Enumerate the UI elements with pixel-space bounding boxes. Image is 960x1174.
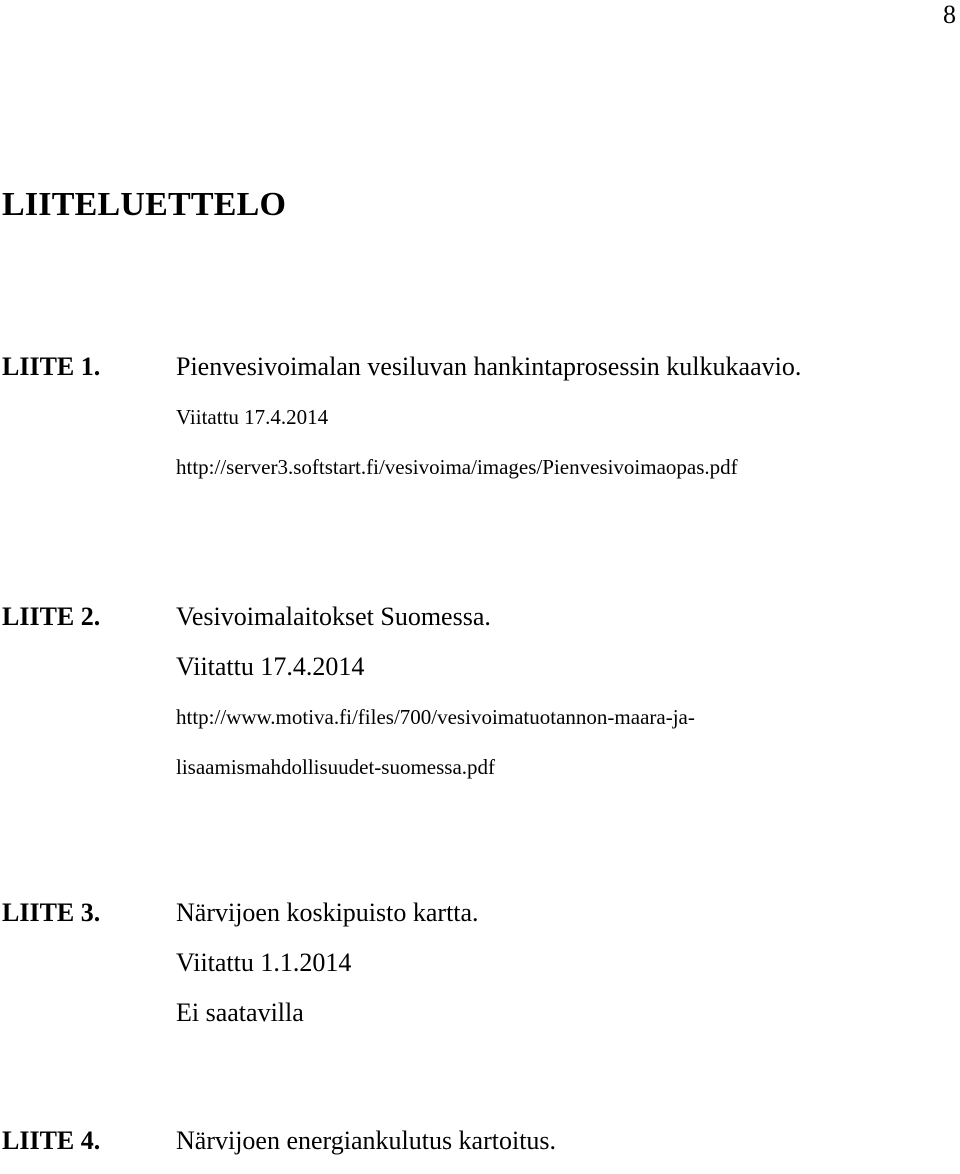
appendix-note: Ei saatavilla xyxy=(176,998,304,1027)
appendix-accessed-date: Viitattu 17.4.2014 xyxy=(176,652,365,681)
page-title: LIITELUETTELO xyxy=(2,186,287,223)
appendix-title: Närvijoen koskipuisto kartta. xyxy=(176,898,479,927)
appendix-label: LIITE 3. xyxy=(2,898,101,927)
appendix-title: Närvijoen energiankulutus kartoitus. xyxy=(176,1126,557,1155)
appendix-label: LIITE 1. xyxy=(2,352,101,381)
appendix-accessed-date: Viitattu 17.4.2014 xyxy=(176,405,329,429)
appendix-url[interactable]: http://server3.softstart.fi/vesivoima/images/Pienvesivoimaopas.pdf xyxy=(176,455,738,479)
appendix-accessed-date: Viitattu 1.1.2014 xyxy=(176,948,352,977)
appendix-url-continued[interactable]: lisaamismahdollisuudet-suomessa.pdf xyxy=(176,755,496,779)
appendix-url[interactable]: http://www.motiva.fi/files/700/vesivoimatuotannon-maara-ja- xyxy=(176,705,695,729)
appendix-title: Vesivoimalaitokset Suomessa. xyxy=(176,602,491,631)
appendix-label: LIITE 4. xyxy=(2,1126,101,1155)
appendix-label: LIITE 2. xyxy=(2,602,101,631)
page-number: 8 xyxy=(943,0,956,29)
appendix-title: Pienvesivoimalan vesiluvan hankintaprosessin kulkukaavio. xyxy=(176,352,802,381)
